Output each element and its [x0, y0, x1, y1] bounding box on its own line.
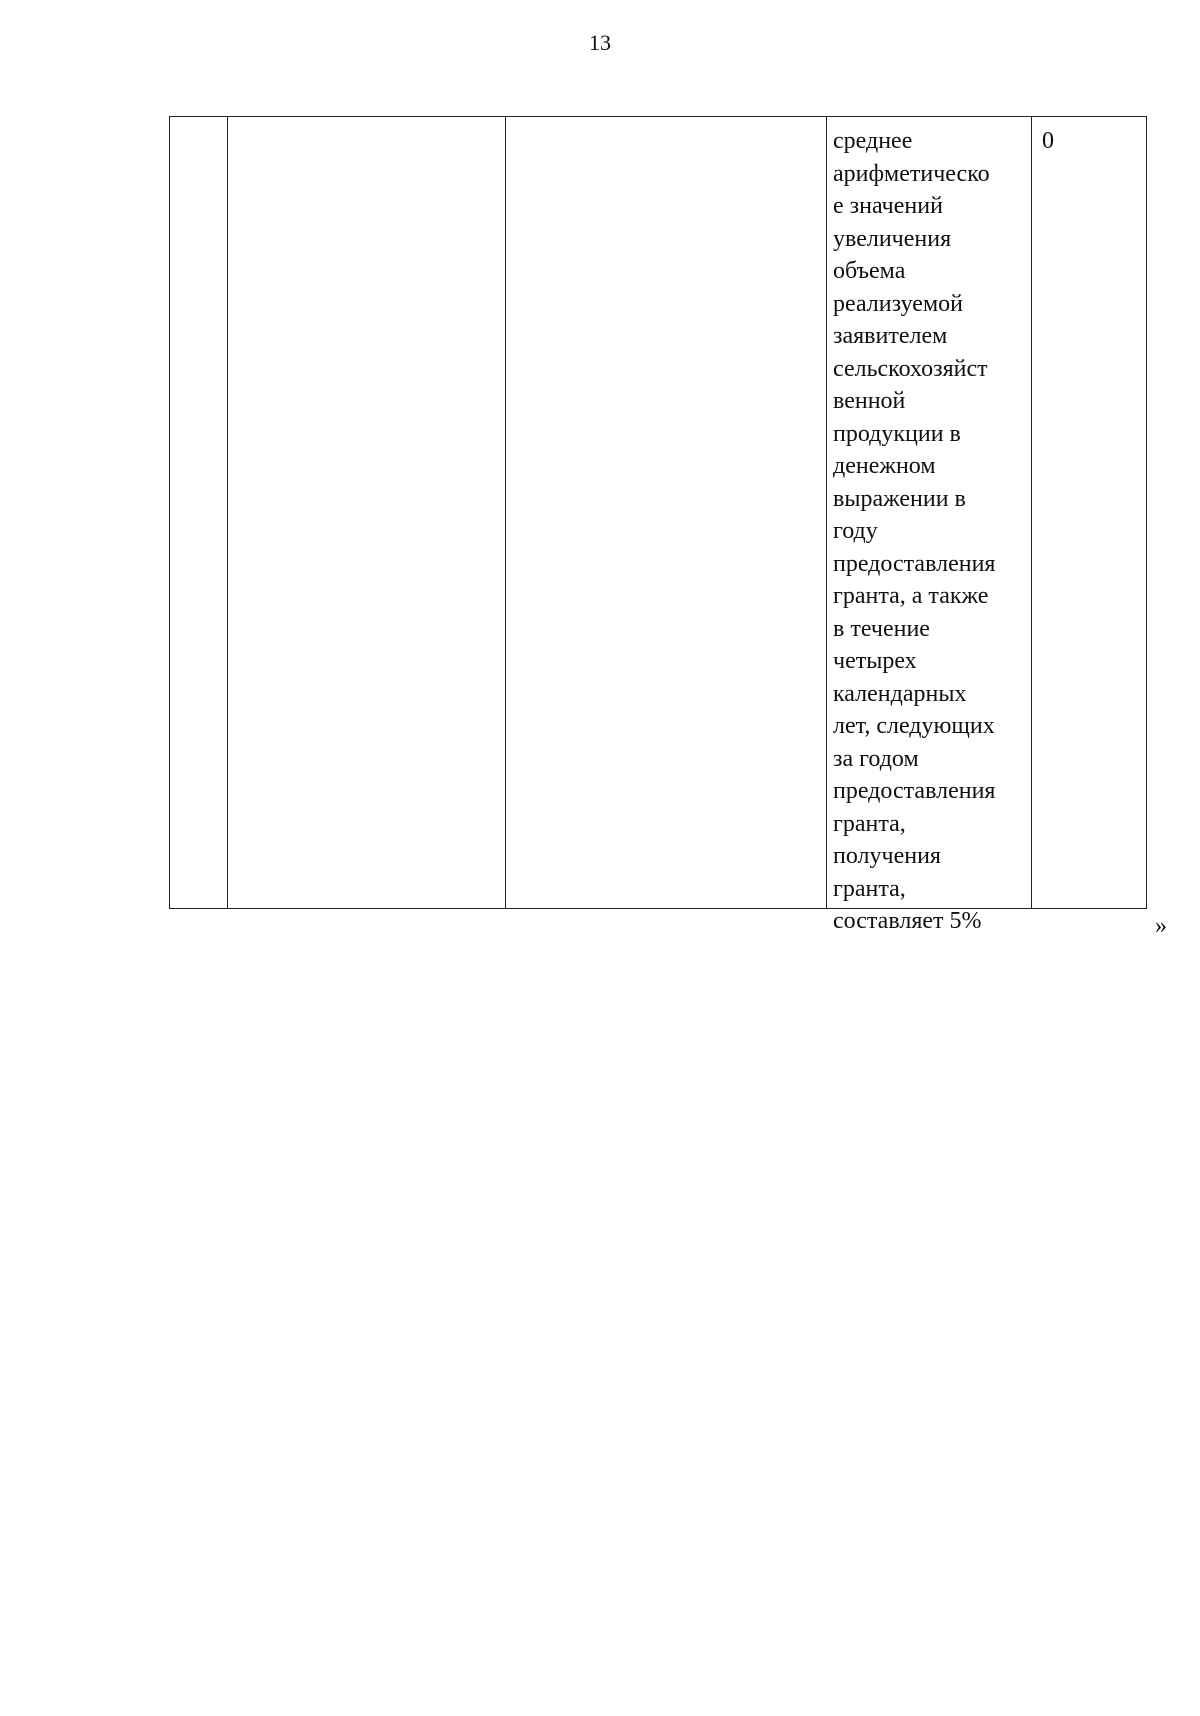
page-number: 13	[589, 30, 611, 55]
table-cell-score	[1032, 117, 1147, 909]
condition-text: среднее арифметическо е значений увеличения объема реализуемой заявителем сельскохозяйст венной продукции в денежном выражении в году предоставления гранта, а также в течение четырех календарных лет, следующих за годом предоставления гранта, получения гранта, составляет 5%	[833, 128, 996, 934]
table-cell-criterion	[228, 117, 506, 909]
criteria-table	[169, 116, 1147, 934]
table-cell-description	[506, 117, 827, 909]
table-cell-condition	[827, 117, 1032, 934]
table-row	[170, 117, 1147, 909]
score-value: 0	[1042, 128, 1054, 154]
closing-quote: »	[1155, 913, 1167, 939]
table-cell-number	[170, 117, 228, 909]
